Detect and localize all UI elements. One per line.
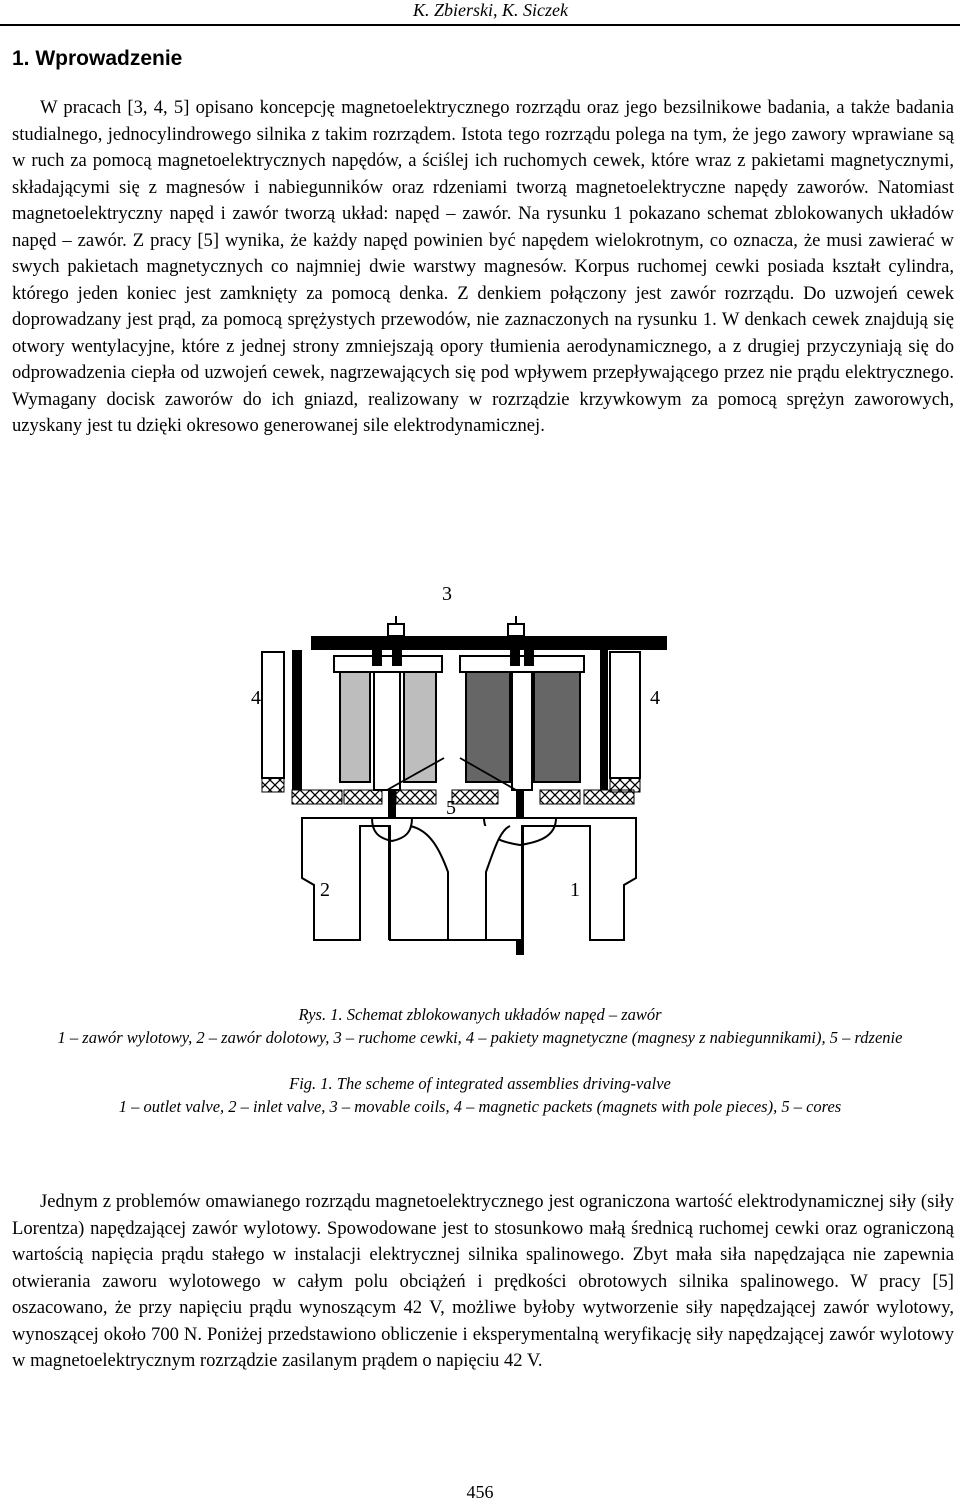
label-4-left: 4 bbox=[251, 687, 261, 709]
label-2: 2 bbox=[320, 879, 330, 901]
movable-coil-left bbox=[340, 672, 370, 782]
page-number: 456 bbox=[466, 1482, 494, 1502]
paragraph-problem: Jednym z problemów omawianego rozrządu magnetoelektrycznego jest ograniczona wartość elektrodynamicznej siły (siły Lorentza) napędzającej zawór wylotowy. Spowodowane jest to stosunkowo małą średnicą ruchomej cewki oraz ograniczoną wartością napięcia prądu stałego w instalacji elektrycznej silnika spalinowego. Zbyt mała siła napędzająca nie zapewnia otwierania zaworu wylotowego w całym polu obciążeń i prędkości obrotowych silnika spalinowego. W pracy [5] oszacowano, że przy napięciu prądu wynoszącym 42 V, możliwe byłoby wytworzenie siły napędzającej zawór wylotowy, wynoszącej około 700 N. Poniżej przedstawiono obliczenie i eksperymentalną weryfikację siły napędzającej zawór wylotowy w magnetoelektrycznym rozrządzie zasilanym prądem o napięciu 42 V. bbox=[12, 1191, 954, 1371]
label-3: 3 bbox=[442, 583, 452, 605]
caption-en-legend: 1 – outlet valve, 2 – inlet valve, 3 – movable coils, 4 – magnetic packets (magnets with pole pieces), 5 – cores bbox=[118, 1097, 842, 1116]
paragraph-intro: W pracach [3, 4, 5] opisano koncepcję magnetoelektrycznego rozrządu oraz jego bezsilnikowe badania, a także badania studialnego, jednocylindrowego silnika z takim rozrządem. Istota tego rozrządu polega na tym, że jego zawory wprawiane są w ruch za pomocą magnetoelektrycznych napędów, a ściślej ich ruchomych cewek, które wraz z pakietami magnetycznymi, składającymi się z magnesów i nabiegunników oraz rdzeniami tworzą magnetoelektryczne napędy zaworów. Natomiast magnetoelektryczny napęd i zawór tworzą układ: napęd – zawór. Na rysunku 1 pokazano schemat zblokowanych układów napęd – zawór. Z pracy [5] wynika, że każdy napęd powinien być napędem wielokrotnym, co oznacza, że musi zawierać w swych pakietach magnetycznych co najmniej dwie warstwy magnesów. Korpus ruchomej cewki posiada kształt cylindra, którego jeden koniec jest zamknięty za pomocą denka. Z denkiem połączony jest zawór rozrządu. Do uzwojeń cewek doprowadzany jest prąd, za pomocą sprężystych przewodów, nie zaznaczonych na rysunku 1. W denkach cewek znajdują się otwory wentylacyjne, które z jednej strony zmniejszają opory tłumienia aerodynamicznego, a z drugiej przyczyniają się do odprowadzenia ciepła od uzwojeń cewek, nagrzewających się pod wpływem przepływającego przez nie prądu elektrycznego. Wymagany docisk zaworów do ich gniazd, realizowany w rozrządzie krzywkowym za pomocą sprężyn zaworowych, uzyskany jest tu dzięki okresowo generowanej sile elektrodynamicznej. bbox=[12, 97, 954, 436]
magnetic-packet-right bbox=[610, 652, 640, 778]
caption-pl-legend: 1 – zawór wylotowy, 2 – zawór dolotowy, 3 – ruchome cewki, 4 – pakiety magnetyczne (magnesy z nabiegunnikami), 5 – rdzenie bbox=[57, 1028, 903, 1047]
figure-valve-drive-scheme bbox=[245, 578, 685, 996]
label-1: 1 bbox=[570, 879, 580, 901]
caption-pl-title: Rys. 1. Schemat zblokowanych układów napęd – zawór bbox=[298, 1005, 662, 1024]
yoke-top-bar bbox=[311, 636, 667, 650]
label-4-right: 4 bbox=[650, 687, 660, 709]
figure-caption-pl bbox=[10, 1003, 950, 1049]
header-rule bbox=[0, 24, 960, 26]
caption-en-title: Fig. 1. The scheme of integrated assemblies driving-valve bbox=[289, 1074, 671, 1093]
core-right bbox=[512, 672, 532, 790]
running-header: K. Zbierski, K. Siczek bbox=[413, 0, 568, 20]
magnetic-packet-left bbox=[262, 652, 284, 778]
section-title: 1. Wprowadzenie bbox=[12, 47, 183, 70]
label-5: 5 bbox=[446, 797, 456, 819]
figure-caption-en bbox=[10, 1072, 950, 1118]
core-left bbox=[374, 672, 400, 790]
